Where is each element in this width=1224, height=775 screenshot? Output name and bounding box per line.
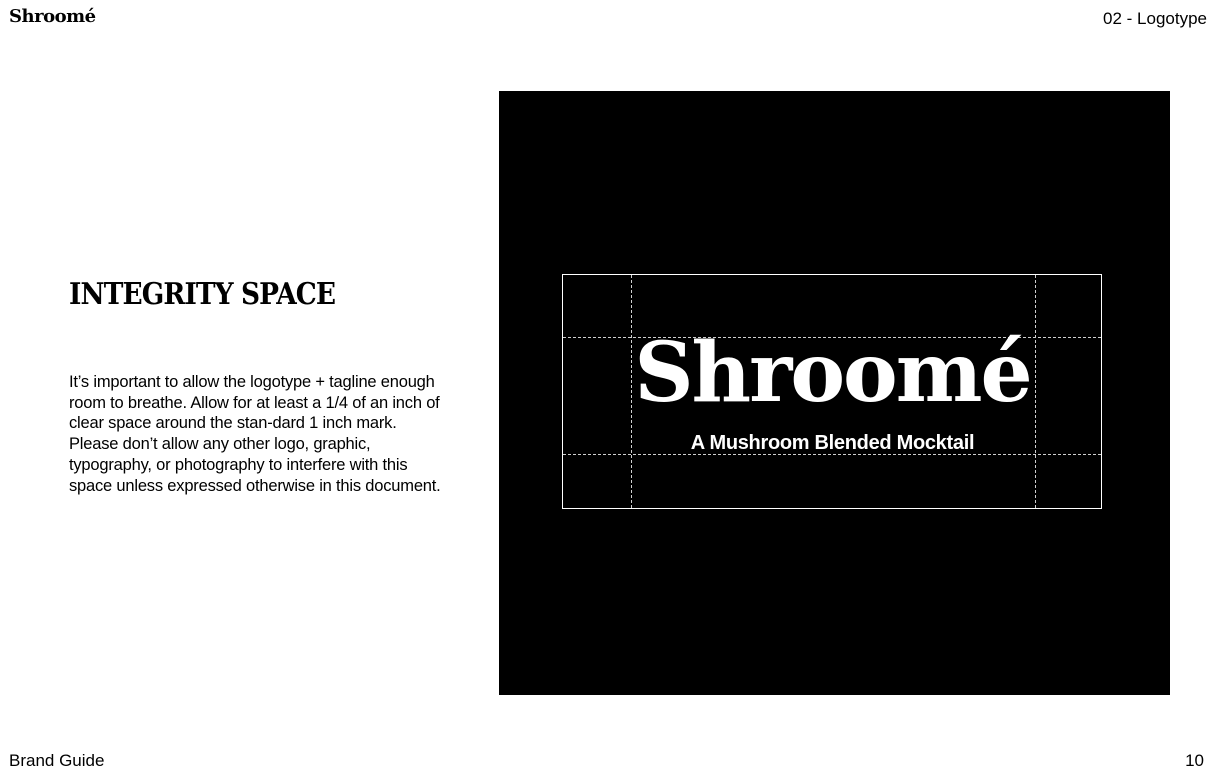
section-label: 02 - Logotype (1103, 9, 1207, 28)
logo-tagline: A Mushroom Blended Mocktail (690, 432, 975, 454)
footer-label: Brand Guide (9, 751, 105, 770)
body-paragraph: It’s important to allow the logotype + tagline enough room to breathe. Allow for at least a 1/4 of an inch of clear space around the stan-dard 1 inch mark. Please don’t allow any other logo, graphic, typography, or photography to interfere with this space unless expressed otherwise in this document. (69, 373, 441, 495)
logo-wordmark: Shroomé (634, 325, 1031, 421)
page-heading: INTEGRITY SPACE (69, 277, 336, 312)
page-number: 10 (1185, 751, 1204, 770)
brand-logo-text: Shroomé (9, 6, 96, 27)
logo-clearspace-panel (499, 91, 1170, 695)
